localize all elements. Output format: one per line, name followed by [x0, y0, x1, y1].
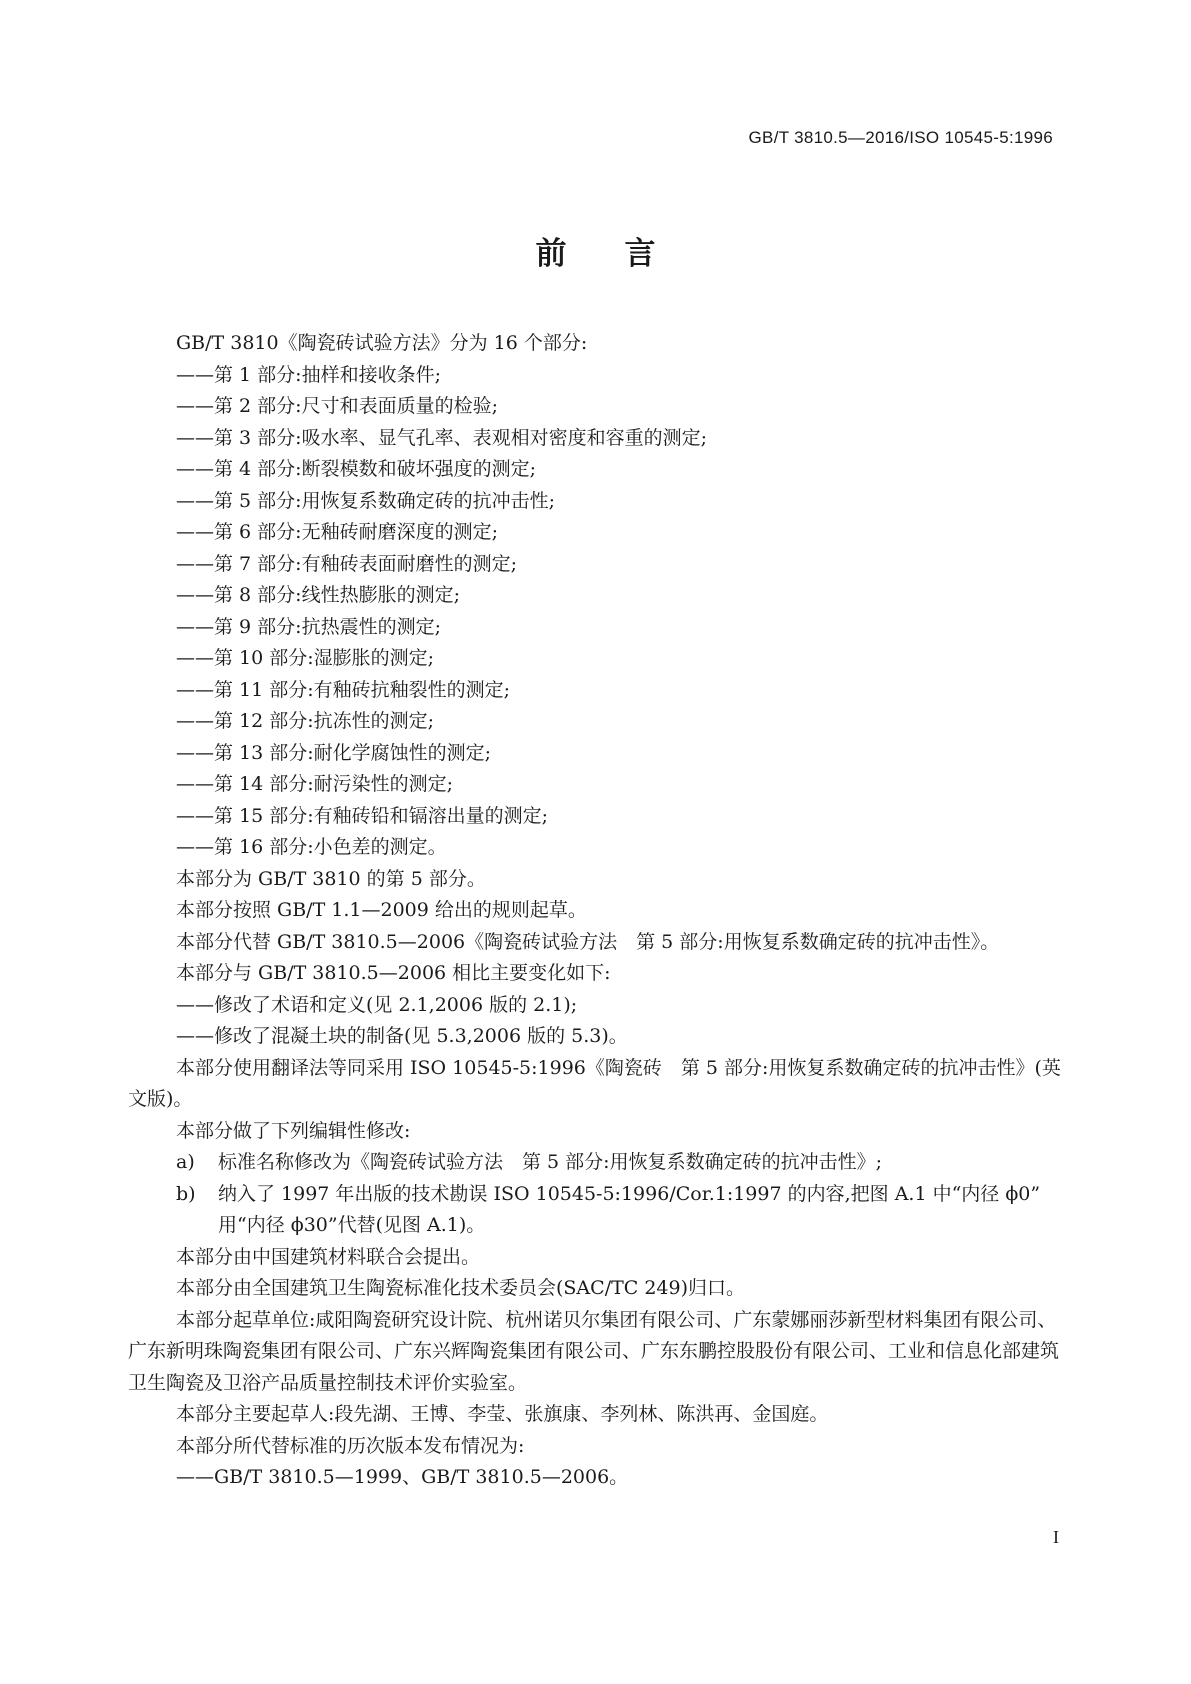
paragraph: 本部分代替 GB/T 3810.5—2006《陶瓷砖试验方法 第 5 部分:用恢复系数确定砖的抗冲击性》。	[176, 930, 1000, 953]
list-item: ——修改了混凝土块的制备(见 5.3,2006 版的 5.3)。	[176, 1025, 628, 1047]
item-label: a)	[176, 1151, 195, 1173]
list-item: ——第 11 部分:有釉砖抗釉裂性的测定;	[176, 678, 511, 701]
page-title: 前言	[535, 236, 714, 272]
list-item: ——第 2 部分:尺寸和表面质量的检验;	[176, 395, 498, 417]
list-item: ——第 16 部分:小色差的测定。	[176, 836, 447, 858]
list-item: ——第 9 部分:抗热震性的测定;	[176, 615, 441, 638]
list-item: ——修改了术语和定义(见 2.1,2006 版的 2.1);	[176, 993, 578, 1016]
list-item: ——第 10 部分:湿膨胀的测定;	[176, 647, 435, 669]
standard-code-header: GB/T 3810.5—2016/ISO 10545-5:1996	[748, 128, 1053, 147]
paragraph: 本部分使用翻译法等同采用 ISO 10545-5:1996《陶瓷砖 第 5 部分:用恢复系数确定砖的抗冲击性》(英文版)。	[128, 1056, 1061, 1110]
list-item: ——第 8 部分:线性热膨胀的测定;	[176, 584, 460, 606]
paragraph: GB/T 3810《陶瓷砖试验方法》分为 16 个部分:	[176, 332, 588, 354]
page-number: I	[1053, 1527, 1059, 1547]
list-item: ——第 5 部分:用恢复系数确定砖的抗冲击性;	[176, 489, 555, 512]
paragraph: 本部分按照 GB/T 1.1—2009 给出的规则起草。	[176, 899, 587, 921]
list-item: ——第 6 部分:无釉砖耐磨深度的测定;	[176, 521, 498, 543]
item-text: 标准名称修改为《陶瓷砖试验方法 第 5 部分:用恢复系数确定砖的抗冲击性》;	[218, 1151, 882, 1173]
paragraph: 本部分做了下列编辑性修改:	[176, 1119, 411, 1142]
paragraph: 本部分起草单位:咸阳陶瓷研究设计院、杭州诺贝尔集团有限公司、广东蒙娜丽莎新型材料集团有限公司、广东新明珠陶瓷集团有限公司、广东兴辉陶瓷集团有限公司、广东东鹏控股股份有限公司、工业和信息化部建筑卫生陶瓷及卫浴产品质量控制技术评价实验室。	[128, 1308, 1060, 1394]
item-label: b)	[176, 1182, 196, 1205]
list-item: ——第 15 部分:有釉砖铅和镉溶出量的测定;	[176, 804, 549, 827]
list-item: ——第 3 部分:吸水率、显气孔率、表观相对密度和容重的测定;	[176, 426, 707, 449]
paragraph: 本部分由全国建筑卫生陶瓷标准化技术委员会(SAC/TC 249)归口。	[176, 1277, 746, 1299]
edit-item-b	[128, 1179, 1061, 1211]
paragraph: 本部分主要起草人:段先湖、王博、李莹、张旗康、李列林、陈洪再、金国庭。	[176, 1403, 829, 1425]
edit-item-a	[128, 1147, 1061, 1179]
list-item: ——第 12 部分:抗冻性的测定;	[176, 710, 435, 732]
list-item: ——第 7 部分:有釉砖表面耐磨性的测定;	[176, 552, 517, 575]
list-item: ——第 13 部分:耐化学腐蚀性的测定;	[176, 741, 492, 764]
document-body	[128, 328, 1061, 1494]
paragraph: 本部分与 GB/T 3810.5—2006 相比主要变化如下:	[176, 962, 611, 984]
list-item: ——第 14 部分:耐污染性的测定;	[176, 773, 454, 795]
item-continuation: 用“内径 ϕ30”代替(见图 A.1)。	[218, 1214, 486, 1236]
list-item: ——第 4 部分:断裂模数和破坏强度的测定;	[176, 458, 536, 480]
paragraph: 本部分所代替标准的历次版本发布情况为:	[176, 1434, 525, 1457]
item-text: 纳入了 1997 年出版的技术勘误 ISO 10545-5:1996/Cor.1:1997 的内容,把图 A.1 中“内径 ϕ0”	[218, 1182, 1041, 1205]
list-item: ——第 1 部分:抽样和接收条件;	[176, 363, 441, 386]
paragraph: 本部分由中国建筑材料联合会提出。	[176, 1245, 481, 1268]
list-item: ——GB/T 3810.5—1999、GB/T 3810.5—2006。	[176, 1466, 629, 1488]
paragraph: 本部分为 GB/T 3810 的第 5 部分。	[176, 867, 486, 890]
